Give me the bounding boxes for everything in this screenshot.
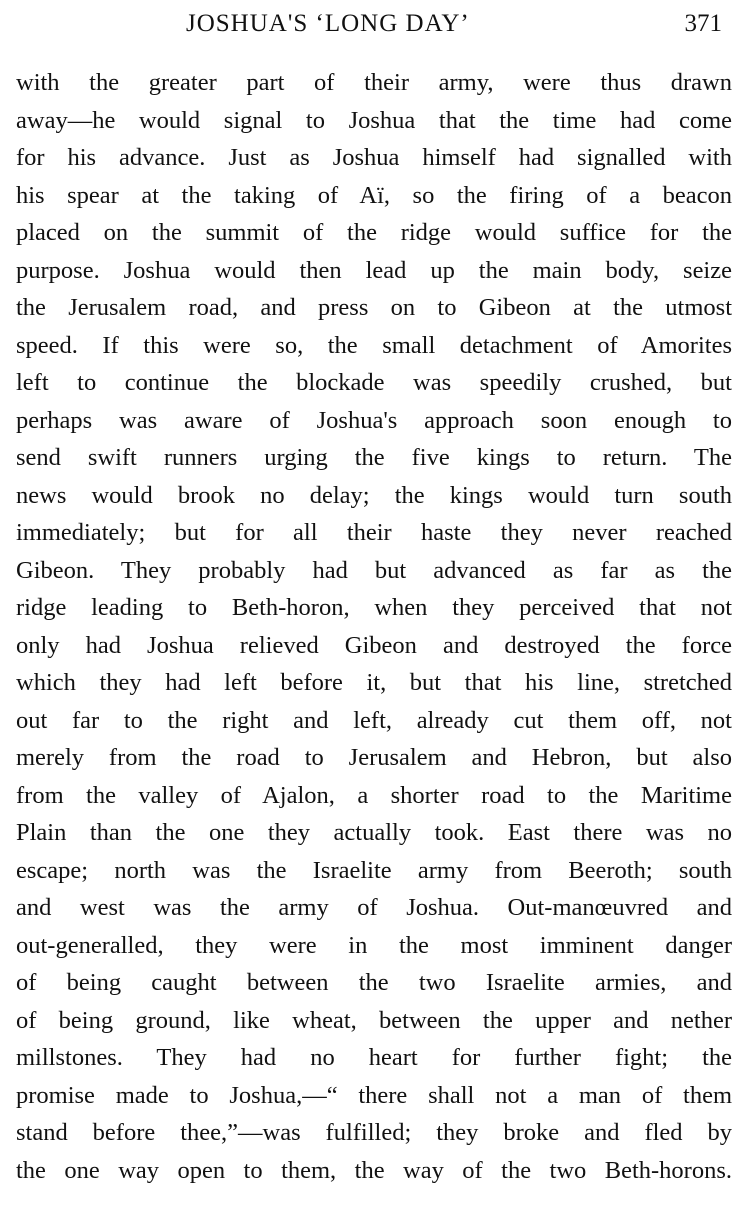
text-line: stand before thee,”—was fulfilled; they broke and fled by [16, 1119, 732, 1146]
body-paragraph [16, 64, 732, 1189]
text-line: left to continue the blockade was speedily crushed, but [16, 369, 732, 396]
text-line: news would brook no delay; the kings would turn south [16, 481, 732, 509]
text-line: the one way open to them, the way of the two Beth-horons. [16, 1156, 732, 1184]
text-line: Gibeon. They probably had but advanced as far as the [16, 556, 732, 584]
text-line: immediately; but for all their haste they never reached [16, 519, 732, 546]
text-line: of being caught between the two Israelite armies, and [16, 969, 732, 996]
text-line: out-generalled, they were in the most imminent danger [16, 931, 732, 959]
text-line: millstones. They had no heart for further fight; the [16, 1044, 732, 1071]
text-line: escape; north was the Israelite army from Beeroth; south [16, 856, 732, 884]
text-line: with the greater part of their army, were thus drawn [16, 69, 732, 96]
text-line: the Jerusalem road, and press on to Gibeon at the utmost [16, 294, 732, 321]
running-title: JOSHUA'S ‘LONG DAY’ [186, 10, 470, 37]
text-line: ridge leading to Beth-horon, when they perceived that not [16, 594, 732, 621]
text-line: his spear at the taking of Aï, so the firing of a beacon [16, 181, 732, 209]
page-number: 371 [684, 10, 722, 37]
text-line: merely from the road to Jerusalem and Hebron, but also [16, 744, 732, 771]
text-line: and west was the army of Joshua. Out-manœuvred and [16, 894, 732, 921]
text-line: placed on the summit of the ridge would suffice for the [16, 219, 732, 246]
text-line: only had Joshua relieved Gibeon and destroyed the force [16, 631, 732, 659]
text-line: which they had left before it, but that his line, stretched [16, 669, 732, 696]
text-line: promise made to Joshua,—“ there shall not a man of them [16, 1081, 732, 1109]
text-line: from the valley of Ajalon, a shorter road to the Maritime [16, 781, 732, 809]
text-line: perhaps was aware of Joshua's approach soon enough to [16, 406, 732, 434]
text-line: of being ground, like wheat, between the upper and nether [16, 1006, 732, 1034]
text-line: speed. If this were so, the small detachment of Amorites [16, 331, 732, 359]
text-line: for his advance. Just as Joshua himself had signalled with [16, 144, 732, 171]
text-line: send swift runners urging the five kings to return. The [16, 444, 732, 471]
text-line: Plain than the one they actually took. East there was no [16, 819, 732, 846]
text-line: purpose. Joshua would then lead up the main body, seize [16, 256, 732, 284]
text-line: out far to the right and left, already cut them off, not [16, 706, 732, 734]
page-header [0, 10, 752, 46]
text-line: away—he would signal to Joshua that the time had come [16, 106, 732, 134]
